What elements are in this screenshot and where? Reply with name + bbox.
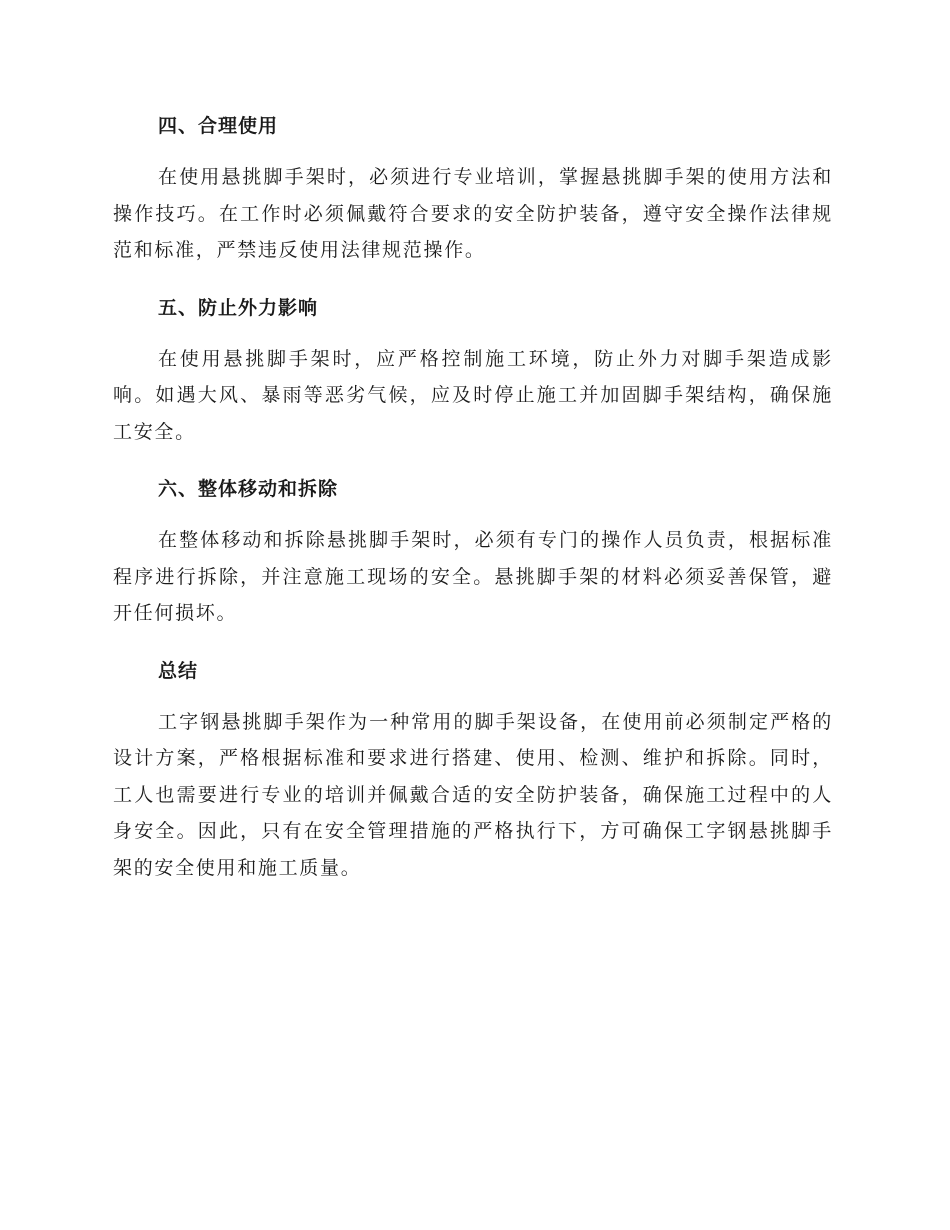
summary-heading: 总结 (158, 659, 199, 682)
section-heading-5: 五、防止外力影响 (158, 296, 319, 319)
section-paragraph-5: 在使用悬挑脚手架时，应严格控制施工环境，防止外力对脚手架造成影响。如遇大风、暴雨等恶劣气候，应及时停止施工并加固脚手架结构，确保施工安全。 (113, 347, 833, 443)
document-content (113, 110, 833, 909)
summary-paragraph: 工字钢悬挑脚手架作为一种常用的脚手架设备，在使用前必须制定严格的设计方案，严格根据标准和要求进行搭建、使用、检测、维护和拆除。同时，工人也需要进行专业的培训并佩戴合适的安全防护装备，确保施工过程中的人身安全。因此，只有在安全管理措施的严格执行下，方可确保工字钢悬挑脚手架的安全使用和施工质量。 (113, 710, 833, 879)
section-paragraph-6: 在整体移动和拆除悬挑脚手架时，必须有专门的操作人员负责，根据标准程序进行拆除，并注意施工现场的安全。悬挑脚手架的材料必须妥善保管，避开任何损坏。 (113, 529, 833, 624)
section-paragraph-4: 在使用悬挑脚手架时，必须进行专业培训，掌握悬挑脚手架的使用方法和操作技巧。在工作时必须佩戴符合要求的安全防护装备，遵守安全操作法律规范和标准，严禁违反使用法律规范操作。 (113, 166, 833, 261)
section-heading-6: 六、整体移动和拆除 (158, 478, 339, 500)
section-heading-4: 四、合理使用 (158, 115, 279, 137)
